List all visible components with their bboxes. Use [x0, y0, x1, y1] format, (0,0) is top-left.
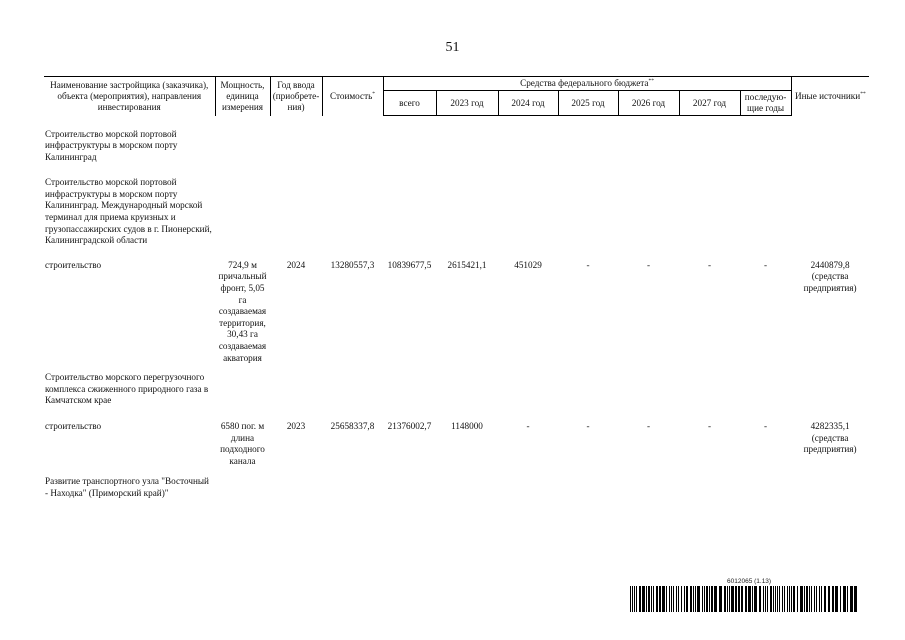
row-total: 21376002,7: [387, 420, 432, 431]
header-capacity: Мощность, единица измерения: [215, 77, 270, 116]
header-federal-budget: Средства федерального бюджета**: [383, 77, 791, 91]
header-year: Год ввода (приобрете-ния): [270, 77, 322, 116]
table-row: [44, 467, 869, 499]
row-cost: 13280557,3: [330, 259, 375, 270]
page-number: 51: [445, 40, 460, 55]
row-later: -: [764, 420, 768, 431]
row-later: -: [764, 259, 768, 270]
table-row: [44, 254, 869, 364]
row-year: 2024: [286, 259, 306, 270]
row-2026: -: [646, 420, 651, 431]
barcode-image: [630, 586, 858, 612]
row-2023: 1148000: [451, 420, 483, 431]
barcode-label: 6012065 (1.13): [727, 578, 772, 585]
row-total: 10839677,5: [387, 259, 432, 270]
row-2027: -: [707, 420, 712, 431]
table-row: [44, 170, 869, 254]
header-total: всего: [383, 91, 436, 116]
row-2024: -: [526, 420, 530, 431]
header-other-sources: Иные источники**: [791, 77, 869, 116]
row-year: 2023: [286, 420, 306, 431]
row-2026: -: [646, 259, 651, 270]
row-name: Развитие транспортного узла "Восточный - Находка" (Приморский край)": [45, 476, 209, 498]
header-2024: 2024 год: [498, 91, 558, 116]
budget-table: [44, 76, 869, 500]
header-name: Наименование застройщика (заказчика), объекта (мероприятия), направления инвестирования: [44, 77, 215, 116]
table-row: [44, 116, 869, 171]
header-2026: 2026 год: [618, 91, 679, 116]
header-2025: 2025 год: [558, 91, 618, 116]
row-2023: 2615421,1: [447, 259, 487, 270]
row-2024: 451029: [514, 259, 542, 270]
header-2027: 2027 год: [679, 91, 740, 116]
header-later-years: последую-щие годы: [740, 91, 791, 116]
row-2025: -: [586, 259, 590, 270]
row-cost: 25658337,8: [330, 420, 375, 431]
table-row: [44, 364, 869, 415]
row-2027: -: [707, 259, 712, 270]
row-other-sources: 2440879,8 (средства предприятия): [803, 259, 857, 294]
row-capacity: 724,9 м причальный фронт, 5,05 га создаваемая территория, 30,43 га создаваемая акватория: [218, 259, 267, 363]
row-name: строительство: [45, 420, 102, 431]
row-name: строительство: [45, 259, 102, 270]
header-cost: Стоимость*: [322, 77, 383, 116]
table-row: [44, 415, 869, 467]
row-2025: -: [586, 420, 590, 431]
header-2023: 2023 год: [436, 91, 498, 116]
row-name: Строительство морской портовой инфраструктуры в морском порту Калининград: [45, 128, 178, 162]
row-capacity: 6580 пог. м длина подходного канала: [220, 420, 265, 466]
row-name: Строительство морской портовой инфраструктуры в морском порту Калининград. Международный морской терминал для приема круизных и грузопассажирских судов в г. Пионерский, Калининградской области: [45, 177, 212, 246]
row-other-sources: 4282335,1 (средства предприятия): [803, 420, 857, 455]
row-name: Строительство морского перегрузочного комплекса сжиженного природного газа в Камчатском крае: [45, 372, 209, 406]
